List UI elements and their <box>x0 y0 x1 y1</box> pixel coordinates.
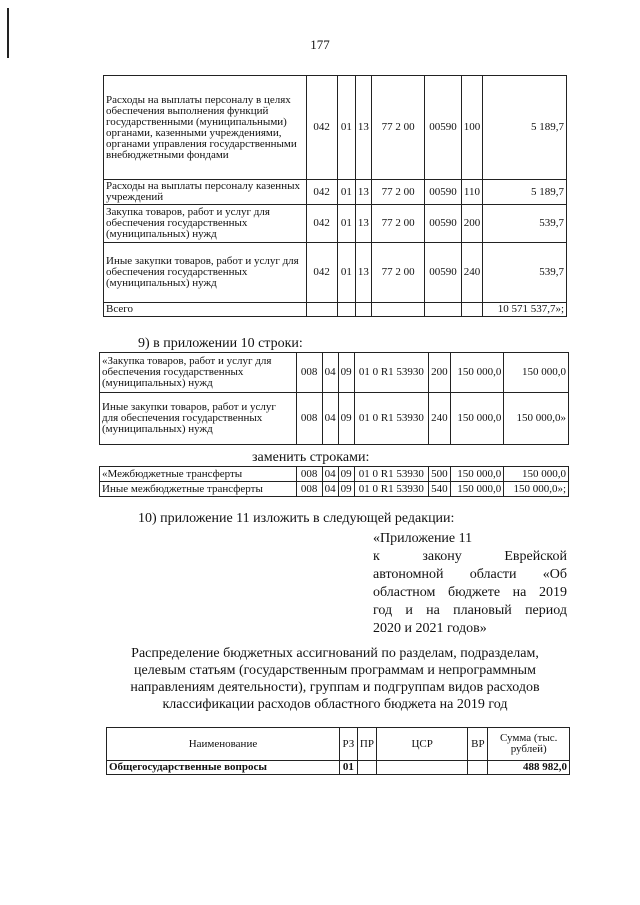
cell-gr: 008 <box>296 393 322 445</box>
cell-sum: 5 189,7 <box>483 180 567 205</box>
page-number: 177 <box>310 37 330 52</box>
row-name: Иные межбюджетные трансферты <box>100 482 297 497</box>
cell-pr: 09 <box>338 467 354 482</box>
cell-csr <box>376 761 467 775</box>
cell-pr: 13 <box>355 205 371 243</box>
heading-line: классификации расходов областного бюджета на 2019 год <box>162 697 508 712</box>
appendix-reference <box>373 530 567 638</box>
cell-gr: 042 <box>306 180 337 205</box>
table-row <box>104 76 567 180</box>
cell-pr: 13 <box>355 180 371 205</box>
row-name: Иные закупки товаров, работ и услуг для обеспечения государственных (муниципальных) нужд <box>100 393 297 445</box>
cell-pr: 09 <box>338 482 354 497</box>
cell-sum: 539,7 <box>483 205 567 243</box>
row-name: Расходы на выплаты персоналу казенных учреждений <box>104 180 307 205</box>
cell-gr: 008 <box>296 482 322 497</box>
cell-rz: 01 <box>337 243 355 303</box>
row-name: «Закупка товаров, работ и услуг для обеспечения государственных (муниципальных) нужд <box>100 353 297 393</box>
header-sum: Сумма (тыс. рублей) <box>488 728 570 761</box>
cell-csr: 01 0 R1 53930 <box>354 353 428 393</box>
total-value: 10 571 537,7»; <box>483 303 567 317</box>
cell-gr: 042 <box>306 76 337 180</box>
cell-csr: 77 2 00 <box>371 76 424 180</box>
cell-rz: 01 <box>337 180 355 205</box>
cell-sum-1: 150 000,0 <box>450 393 504 445</box>
cell-vr: 540 <box>429 482 451 497</box>
cell-sum-1: 150 000,0 <box>450 353 504 393</box>
cell-gr: 042 <box>306 243 337 303</box>
cell-sum-1: 150 000,0 <box>450 482 504 497</box>
row-name: Общегосударственные вопросы <box>107 761 340 775</box>
heading-line: направлениям деятельности), группам и подгруппам видов расходов <box>130 680 540 695</box>
header-name: Наименование <box>107 728 340 761</box>
cell-csr2: 00590 <box>425 205 461 243</box>
header-csr: ЦСР <box>376 728 467 761</box>
table-row <box>100 393 569 445</box>
cell-vr: 240 <box>461 243 483 303</box>
table-row <box>104 243 567 303</box>
cell-sum-2: 150 000,0»; <box>504 482 569 497</box>
cell-pr: 09 <box>338 353 354 393</box>
cell-csr: 01 0 R1 53930 <box>354 393 428 445</box>
item-10-text: 10) приложение 11 изложить в следующей редакции: <box>138 511 455 526</box>
row-name: Закупка товаров, работ и услуг для обеспечения государственных (муниципальных) нужд <box>104 205 307 243</box>
replace-label: заменить строками: <box>252 450 370 465</box>
appendix-line: к закону Еврейской <box>373 549 567 564</box>
cell-csr2: 00590 <box>425 76 461 180</box>
cell-csr: 01 0 R1 53930 <box>354 482 428 497</box>
table-row <box>107 761 570 775</box>
item-9-text: 9) в приложении 10 строки: <box>138 336 303 351</box>
cell-sum-2: 150 000,0 <box>504 353 569 393</box>
cell-csr2: 00590 <box>425 243 461 303</box>
cell-csr: 01 0 R1 53930 <box>354 467 428 482</box>
table-row <box>104 205 567 243</box>
cell-rz: 04 <box>322 482 338 497</box>
cell-gr: 008 <box>296 467 322 482</box>
cell-vr <box>468 761 488 775</box>
cell-rz: 01 <box>337 205 355 243</box>
header-pr: ПР <box>357 728 376 761</box>
section-heading <box>100 645 570 713</box>
table-row <box>100 353 569 393</box>
cell-csr: 77 2 00 <box>371 180 424 205</box>
cell-sum: 488 982,0 <box>488 761 570 775</box>
appendix-line: «Приложение 11 <box>373 531 473 546</box>
cell-sum: 5 189,7 <box>483 76 567 180</box>
table-row <box>104 180 567 205</box>
row-name: «Межбюджетные трансферты <box>100 467 297 482</box>
cell-csr: 77 2 00 <box>371 205 424 243</box>
cell-pr: 13 <box>355 243 371 303</box>
cell-rz: 04 <box>322 467 338 482</box>
appendix-line: автономной области «Об <box>373 567 567 582</box>
cell-rz: 01 <box>339 761 357 775</box>
cell-vr: 110 <box>461 180 483 205</box>
cell-rz: 04 <box>322 353 338 393</box>
cell-csr2: 00590 <box>425 180 461 205</box>
budget-table-1 <box>103 75 567 317</box>
cell-vr: 240 <box>429 393 451 445</box>
budget-table-4 <box>106 727 570 775</box>
appendix-line: год и на плановый период <box>373 603 567 618</box>
cell-sum-1: 150 000,0 <box>450 467 504 482</box>
cell-pr: 13 <box>355 76 371 180</box>
row-name: Иные закупки товаров, работ и услуг для обеспечения государственных (муниципальных) нужд <box>104 243 307 303</box>
cell-rz: 01 <box>337 76 355 180</box>
cell-gr: 042 <box>306 205 337 243</box>
cell-pr <box>357 761 376 775</box>
cell-csr: 77 2 00 <box>371 243 424 303</box>
appendix-line: областном бюджете на 2019 <box>373 585 567 600</box>
cell-rz: 04 <box>322 393 338 445</box>
heading-line: целевым статьям (государственным программам и непрограммным <box>134 663 536 678</box>
header-rz: РЗ <box>339 728 357 761</box>
cell-pr: 09 <box>338 393 354 445</box>
header-row <box>107 728 570 761</box>
header-vr: ВР <box>468 728 488 761</box>
cell-sum-2: 150 000,0 <box>504 467 569 482</box>
budget-table-3 <box>99 466 569 497</box>
cell-vr: 500 <box>429 467 451 482</box>
table-row <box>100 482 569 497</box>
total-row <box>104 303 567 317</box>
row-name: Расходы на выплаты персоналу в целях обеспечения выполнения функций государственными (муниципальными) органами, казенными учреждениями, органами управления государственными внебюджетными фондами <box>104 76 307 180</box>
cell-vr: 200 <box>429 353 451 393</box>
cell-vr: 200 <box>461 205 483 243</box>
heading-line: Распределение бюджетных ассигнований по разделам, подразделам, <box>131 646 539 661</box>
total-label: Всего <box>104 303 307 317</box>
cell-vr: 100 <box>461 76 483 180</box>
cell-gr: 008 <box>296 353 322 393</box>
budget-table-2 <box>99 352 569 445</box>
cell-sum-2: 150 000,0» <box>504 393 569 445</box>
cell-sum: 539,7 <box>483 243 567 303</box>
appendix-line: 2020 и 2021 годов» <box>373 621 487 636</box>
table-row <box>100 467 569 482</box>
